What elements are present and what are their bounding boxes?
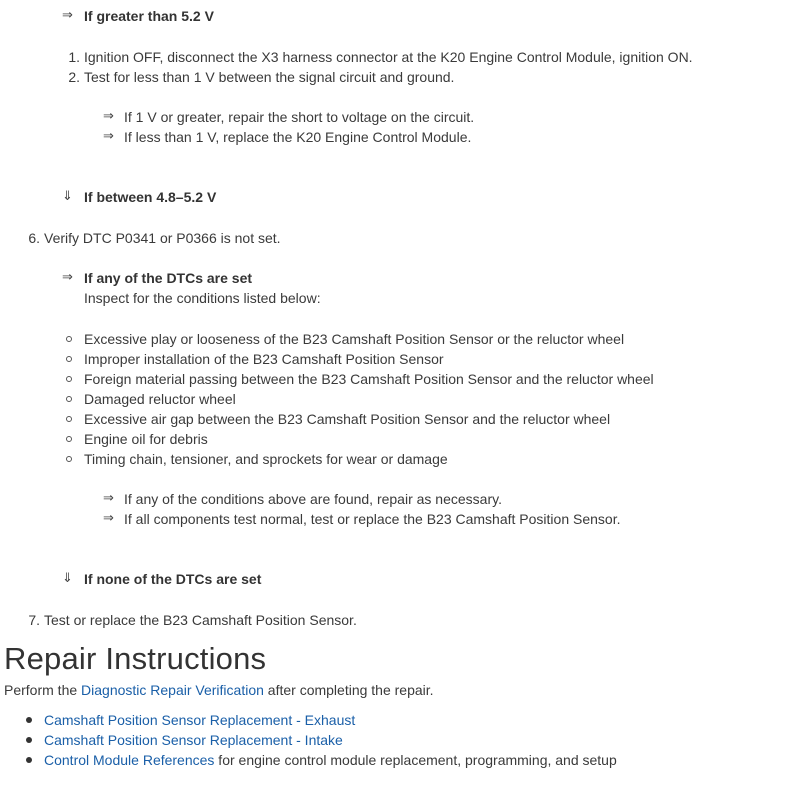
dtcs-set-heading: If any of the DTCs are set <box>84 270 253 286</box>
substep-number: 1. <box>68 49 80 65</box>
control-module-references-link[interactable]: Control Module References <box>44 752 215 768</box>
bullet-icon <box>26 737 32 743</box>
substep-text: Ignition OFF, disconnect the X3 harness connector at the K20 Engine Control Module, ignition ON. <box>84 49 693 65</box>
dtcs-none-heading: If none of the DTCs are set <box>84 571 262 587</box>
step-number: 6. <box>28 230 40 246</box>
bullet-icon <box>66 376 72 382</box>
bullet-icon <box>66 336 72 342</box>
condition-item: Excessive air gap between the B23 Camshaft Position Sensor and the reluctor wheel <box>84 411 611 427</box>
repair-intro <box>4 680 434 700</box>
repair-link-suffix: for engine control module replacement, programming, and setup <box>214 752 617 768</box>
condition-item: Damaged reluctor wheel <box>84 391 236 407</box>
result-text: If any of the conditions above are found, repair as necessary. <box>124 491 502 507</box>
condition-item: Engine oil for debris <box>84 431 208 447</box>
inspect-text: Inspect for the conditions listed below: <box>84 290 321 306</box>
condition-item: Timing chain, tensioner, and sprockets for wear or damage <box>84 451 448 467</box>
repair-link-item <box>44 730 343 750</box>
between-heading: If between 4.8–5.2 V <box>84 189 217 205</box>
condition-item: Excessive play or looseness of the B23 Camshaft Position Sensor or the reluctor wheel <box>84 331 625 347</box>
right-arrow-icon: ⇒ <box>103 129 114 144</box>
condition-item: Foreign material passing between the B23 Camshaft Position Sensor and the reluctor wheel <box>84 371 654 387</box>
bullet-icon <box>66 436 72 442</box>
bullet-icon <box>26 757 32 763</box>
repair-intro-after: after completing the repair. <box>263 682 434 698</box>
bullet-icon <box>66 416 72 422</box>
condition-item: Improper installation of the B23 Camshaft Position Sensor <box>84 351 444 367</box>
down-arrow-icon: ⇓ <box>62 571 73 586</box>
step-text: Test or replace the B23 Camshaft Position Sensor. <box>44 612 357 628</box>
down-arrow-icon: ⇓ <box>62 189 73 204</box>
right-arrow-icon: ⇒ <box>62 270 73 285</box>
bullet-icon <box>66 396 72 402</box>
repair-link-item <box>44 750 617 770</box>
repair-instructions-heading: Repair Instructions <box>4 641 267 676</box>
intake-sensor-replacement-link[interactable]: Camshaft Position Sensor Replacement - Intake <box>44 732 343 748</box>
right-arrow-icon: ⇒ <box>103 109 114 124</box>
result-text: If 1 V or greater, repair the short to voltage on the circuit. <box>124 109 475 125</box>
bullet-icon <box>66 456 72 462</box>
substep-number: 2. <box>68 69 80 85</box>
exhaust-sensor-replacement-link[interactable]: Camshaft Position Sensor Replacement - Exhaust <box>44 712 356 728</box>
step-number: 7. <box>28 612 40 628</box>
right-arrow-icon: ⇒ <box>62 8 73 23</box>
bullet-icon <box>26 717 32 723</box>
repair-intro-before: Perform the <box>4 682 82 698</box>
result-text: If less than 1 V, replace the K20 Engine Control Module. <box>124 129 472 145</box>
step-text: Verify DTC P0341 or P0366 is not set. <box>44 230 281 246</box>
diagnostic-repair-verification-link[interactable]: Diagnostic Repair Verification <box>81 682 264 698</box>
bullet-icon <box>66 356 72 362</box>
greater-than-heading: If greater than 5.2 V <box>84 8 214 24</box>
right-arrow-icon: ⇒ <box>103 511 114 526</box>
substep-text: Test for less than 1 V between the signal circuit and ground. <box>84 69 455 85</box>
right-arrow-icon: ⇒ <box>103 491 114 506</box>
repair-link-item <box>44 710 355 730</box>
result-text: If all components test normal, test or replace the B23 Camshaft Position Sensor. <box>124 511 621 527</box>
